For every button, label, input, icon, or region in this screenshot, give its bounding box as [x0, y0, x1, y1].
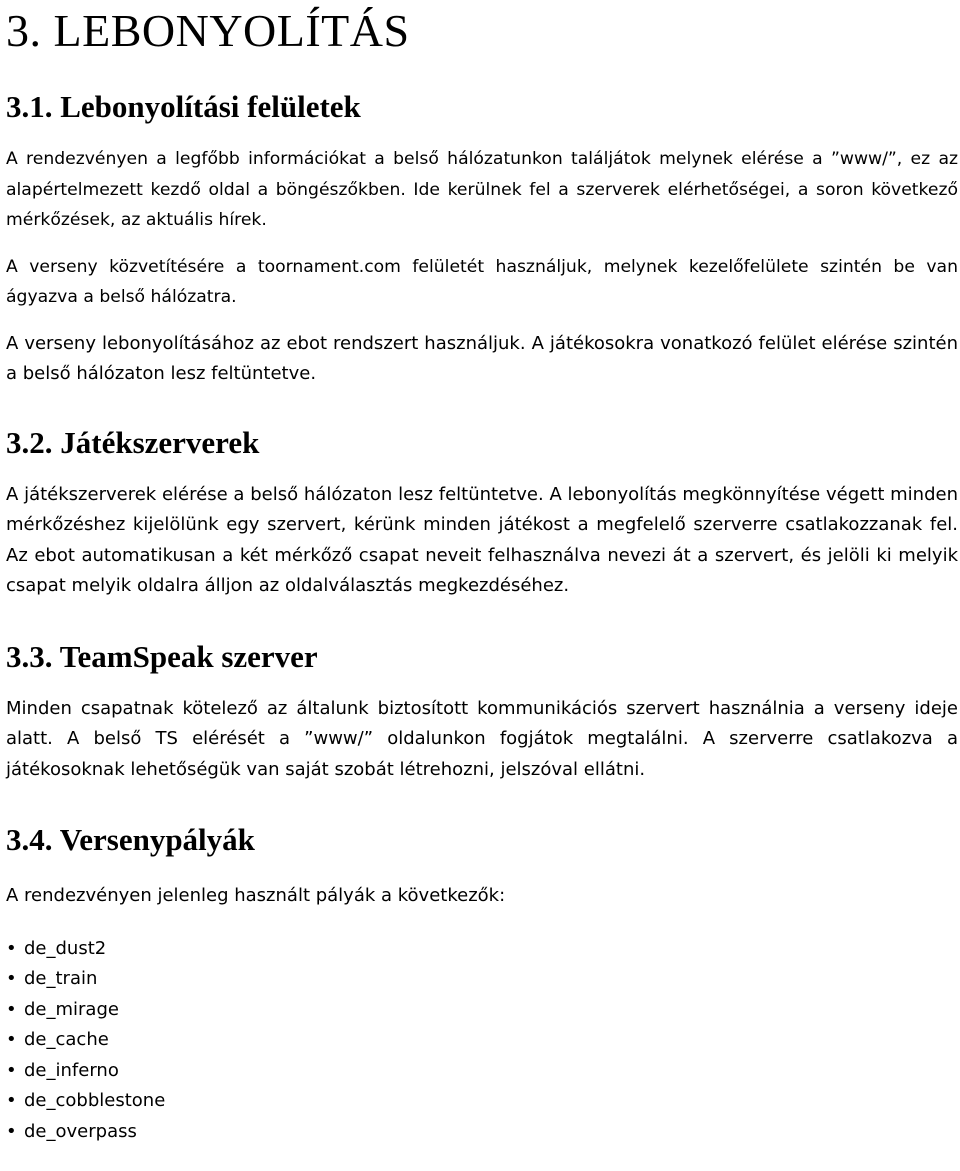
paragraph: A játékszerverek elérése a belső hálózaton lesz feltüntetve. A lebonyolítás megkönnyítése végett minden mérkőzéshez kijelölünk egy szervert, kérünk minden játékost a megfelelő szerverre csatlakozzanak fel. Az ebot automatikusan a két mérkőző csapat neveit felhasználva nevezi át a szervert, és jelöli ki melyik csapat melyik oldalra álljon az oldalválasztás megkezdéséhez.	[6, 483, 958, 596]
paragraph: A verseny lebonyolításához az ebot rendszert használjuk. A játékosokra vonatkozó felület elérése szintén a belső hálózaton lesz feltüntetve.	[6, 332, 958, 384]
map-name: de_dust2	[24, 937, 107, 959]
bullet-icon: •	[6, 1029, 17, 1050]
bullet-icon: •	[6, 1090, 17, 1111]
list-item	[6, 1117, 958, 1148]
list-item	[6, 995, 958, 1026]
section-heading: 3.1. Lebonyolítási felületek	[6, 89, 361, 124]
list-item	[6, 1056, 958, 1087]
map-list	[6, 934, 958, 1148]
paragraph: A rendezvényen jelenleg használt pályák a következők:	[6, 885, 506, 906]
bullet-icon: •	[6, 1059, 17, 1081]
section-heading: 3.2. Játékszerverek	[6, 424, 260, 460]
paragraph: A verseny közvetítésére a toornament.com felületét használjuk, melynek kezelőfelülete szintén be van ágyazva a belső hálózatra.	[6, 256, 958, 307]
bullet-icon: •	[6, 968, 17, 989]
page-title: 3. LEBONYOLÍTÁS	[6, 5, 410, 56]
list-item	[6, 1086, 958, 1117]
map-name: de_overpass	[24, 1120, 137, 1142]
map-name: de_mirage	[24, 998, 119, 1020]
bullet-icon: •	[6, 998, 17, 1020]
map-name: de_cache	[24, 1029, 109, 1050]
bullet-icon: •	[6, 937, 17, 959]
section-heading: 3.4. Versenypályák	[6, 822, 255, 857]
document-page	[6, 0, 958, 1147]
paragraph: A rendezvényen a legfőbb információkat a belső hálózatunkon találjátok melynek elérése a ”www/”, ez az alapértelmezett kezdő oldal a böngészőkben. Ide kerülnek fel a szerverek elérhetőségei, a soron következő mérkőzések, az aktuális hírek.	[6, 149, 958, 230]
section-heading: 3.3. TeamSpeak szerver	[6, 638, 318, 674]
map-name: de_train	[24, 968, 98, 989]
map-name: de_cobblestone	[24, 1090, 166, 1111]
map-name: de_inferno	[24, 1059, 119, 1081]
list-item	[6, 934, 958, 965]
bullet-icon: •	[6, 1120, 17, 1142]
list-item	[6, 1025, 958, 1056]
paragraph: Minden csapatnak kötelező az általunk biztosított kommunikációs szervert használnia a verseny ideje alatt. A belső TS elérését a ”www/” oldalunkon fogjátok megtalálni. A szerverre csatlakozva a játékosoknak lehetőségük van saját szobát létrehozni, jelszóval ellátni.	[6, 697, 958, 780]
list-item	[6, 964, 958, 995]
